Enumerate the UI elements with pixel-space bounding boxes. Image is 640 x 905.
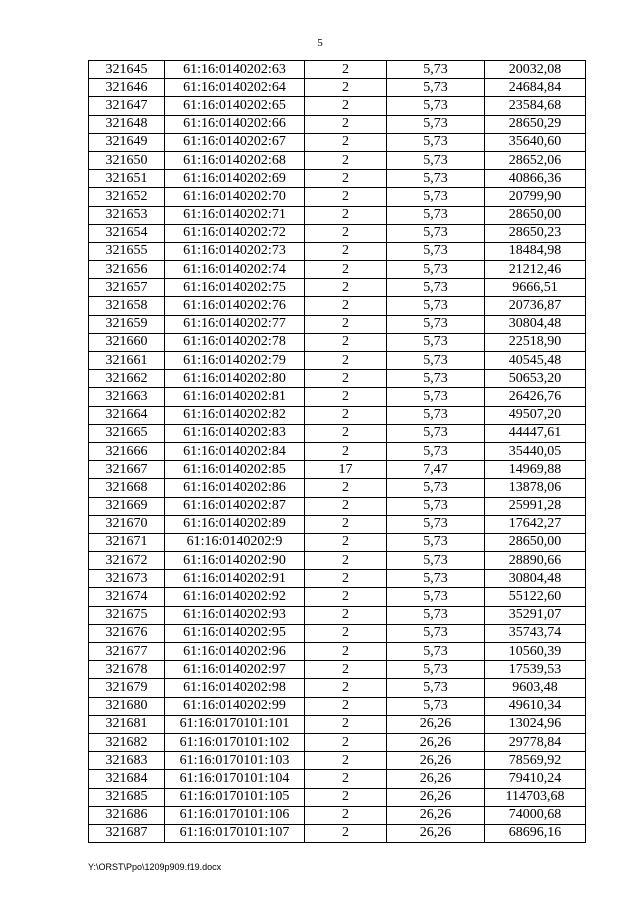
code-cell: 2 xyxy=(305,643,387,661)
code-cell: 2 xyxy=(305,370,387,388)
value-cell: 50653,20 xyxy=(485,370,586,388)
code-cell: 2 xyxy=(305,552,387,570)
code-cell: 2 xyxy=(305,151,387,169)
rate-cell: 5,73 xyxy=(387,79,485,97)
value-cell: 35291,07 xyxy=(485,606,586,624)
rate-cell: 5,73 xyxy=(387,61,485,79)
record-number-cell: 321654 xyxy=(89,224,165,242)
cadastral-number-cell: 61:16:0140202:71 xyxy=(165,206,305,224)
rate-cell: 5,73 xyxy=(387,279,485,297)
value-cell: 30804,48 xyxy=(485,570,586,588)
record-number-cell: 321656 xyxy=(89,261,165,279)
record-number-cell: 321680 xyxy=(89,697,165,715)
table-row xyxy=(89,788,586,806)
rate-cell: 5,73 xyxy=(387,242,485,260)
value-cell: 20032,08 xyxy=(485,61,586,79)
cadastral-number-cell: 61:16:0140202:86 xyxy=(165,479,305,497)
table-row xyxy=(89,570,586,588)
rate-cell: 5,73 xyxy=(387,624,485,642)
code-cell: 2 xyxy=(305,697,387,715)
value-cell: 18484,98 xyxy=(485,242,586,260)
table-row xyxy=(89,224,586,242)
footer-file-path: Y:\ORST\Ppo\1209p909.f19.docx xyxy=(88,862,222,872)
value-cell: 68696,16 xyxy=(485,824,586,842)
cadastral-number-cell: 61:16:0140202:83 xyxy=(165,424,305,442)
table-row xyxy=(89,715,586,733)
cadastral-number-cell: 61:16:0170101:102 xyxy=(165,733,305,751)
rate-cell: 5,73 xyxy=(387,115,485,133)
record-number-cell: 321664 xyxy=(89,406,165,424)
record-number-cell: 321665 xyxy=(89,424,165,442)
rate-cell: 5,73 xyxy=(387,315,485,333)
table-row xyxy=(89,479,586,497)
table-row xyxy=(89,279,586,297)
cadastral-number-cell: 61:16:0140202:97 xyxy=(165,661,305,679)
cadastral-number-cell: 61:16:0140202:91 xyxy=(165,570,305,588)
rate-cell: 5,73 xyxy=(387,424,485,442)
table-row xyxy=(89,697,586,715)
table-row xyxy=(89,806,586,824)
record-number-cell: 321667 xyxy=(89,461,165,479)
cadastral-number-cell: 61:16:0140202:89 xyxy=(165,515,305,533)
rate-cell: 5,73 xyxy=(387,661,485,679)
rate-cell: 5,73 xyxy=(387,697,485,715)
rate-cell: 5,73 xyxy=(387,352,485,370)
cadastral-number-cell: 61:16:0140202:79 xyxy=(165,352,305,370)
value-cell: 25991,28 xyxy=(485,497,586,515)
rate-cell: 26,26 xyxy=(387,715,485,733)
record-number-cell: 321668 xyxy=(89,479,165,497)
code-cell: 2 xyxy=(305,261,387,279)
value-cell: 22518,90 xyxy=(485,333,586,351)
cadastral-number-cell: 61:16:0140202:98 xyxy=(165,679,305,697)
value-cell: 35743,74 xyxy=(485,624,586,642)
value-cell: 17539,53 xyxy=(485,661,586,679)
table-body xyxy=(89,61,586,843)
table-row xyxy=(89,115,586,133)
rate-cell: 5,73 xyxy=(387,606,485,624)
rate-cell: 5,73 xyxy=(387,406,485,424)
code-cell: 2 xyxy=(305,315,387,333)
record-number-cell: 321659 xyxy=(89,315,165,333)
cadastral-number-cell: 61:16:0170101:107 xyxy=(165,824,305,842)
value-cell: 28650,00 xyxy=(485,206,586,224)
cadastral-number-cell: 61:16:0140202:96 xyxy=(165,643,305,661)
table-row xyxy=(89,206,586,224)
value-cell: 40545,48 xyxy=(485,352,586,370)
value-cell: 24684,84 xyxy=(485,79,586,97)
value-cell: 49610,34 xyxy=(485,697,586,715)
code-cell: 2 xyxy=(305,61,387,79)
table-row xyxy=(89,170,586,188)
record-number-cell: 321679 xyxy=(89,679,165,697)
table-row xyxy=(89,133,586,151)
value-cell: 28890,66 xyxy=(485,552,586,570)
value-cell: 35440,05 xyxy=(485,442,586,460)
rate-cell: 5,73 xyxy=(387,151,485,169)
cadastral-number-cell: 61:16:0170101:101 xyxy=(165,715,305,733)
cadastral-number-cell: 61:16:0140202:93 xyxy=(165,606,305,624)
value-cell: 40866,36 xyxy=(485,170,586,188)
cadastral-number-cell: 61:16:0140202:64 xyxy=(165,79,305,97)
value-cell: 28650,23 xyxy=(485,224,586,242)
record-number-cell: 321683 xyxy=(89,752,165,770)
table-row xyxy=(89,352,586,370)
rate-cell: 26,26 xyxy=(387,770,485,788)
cadastral-number-cell: 61:16:0140202:77 xyxy=(165,315,305,333)
code-cell: 2 xyxy=(305,497,387,515)
value-cell: 23584,68 xyxy=(485,97,586,115)
value-cell: 44447,61 xyxy=(485,424,586,442)
table-row xyxy=(89,533,586,551)
rate-cell: 5,73 xyxy=(387,388,485,406)
table-row xyxy=(89,661,586,679)
record-number-cell: 321673 xyxy=(89,570,165,588)
rate-cell: 5,73 xyxy=(387,588,485,606)
code-cell: 2 xyxy=(305,515,387,533)
value-cell: 20736,87 xyxy=(485,297,586,315)
record-number-cell: 321684 xyxy=(89,770,165,788)
value-cell: 14969,88 xyxy=(485,461,586,479)
cadastral-number-cell: 61:16:0170101:103 xyxy=(165,752,305,770)
code-cell: 2 xyxy=(305,242,387,260)
value-cell: 28652,06 xyxy=(485,151,586,169)
record-number-cell: 321670 xyxy=(89,515,165,533)
rate-cell: 5,73 xyxy=(387,333,485,351)
table-row xyxy=(89,188,586,206)
table-row xyxy=(89,515,586,533)
rate-cell: 5,73 xyxy=(387,552,485,570)
record-number-cell: 321652 xyxy=(89,188,165,206)
cadastral-number-cell: 61:16:0140202:80 xyxy=(165,370,305,388)
value-cell: 29778,84 xyxy=(485,733,586,751)
table-row xyxy=(89,61,586,79)
record-number-cell: 321685 xyxy=(89,788,165,806)
table-row xyxy=(89,461,586,479)
table-row xyxy=(89,643,586,661)
rate-cell: 5,73 xyxy=(387,370,485,388)
code-cell: 2 xyxy=(305,733,387,751)
cadastral-number-cell: 61:16:0140202:72 xyxy=(165,224,305,242)
code-cell: 2 xyxy=(305,224,387,242)
rate-cell: 5,73 xyxy=(387,570,485,588)
code-cell: 2 xyxy=(305,133,387,151)
table-row xyxy=(89,424,586,442)
value-cell: 55122,60 xyxy=(485,588,586,606)
record-number-cell: 321676 xyxy=(89,624,165,642)
cadastral-number-cell: 61:16:0140202:9 xyxy=(165,533,305,551)
table-row xyxy=(89,79,586,97)
value-cell: 26426,76 xyxy=(485,388,586,406)
record-number-cell: 321661 xyxy=(89,352,165,370)
table-row xyxy=(89,242,586,260)
cadastral-number-cell: 61:16:0140202:70 xyxy=(165,188,305,206)
code-cell: 2 xyxy=(305,806,387,824)
rate-cell: 5,73 xyxy=(387,515,485,533)
record-number-cell: 321674 xyxy=(89,588,165,606)
table-row xyxy=(89,606,586,624)
page-number: 5 xyxy=(317,37,323,49)
table-row xyxy=(89,770,586,788)
record-number-cell: 321653 xyxy=(89,206,165,224)
value-cell: 17642,27 xyxy=(485,515,586,533)
rate-cell: 5,73 xyxy=(387,533,485,551)
cadastral-number-cell: 61:16:0140202:90 xyxy=(165,552,305,570)
rate-cell: 5,73 xyxy=(387,442,485,460)
code-cell: 2 xyxy=(305,752,387,770)
table-row xyxy=(89,151,586,169)
record-number-cell: 321675 xyxy=(89,606,165,624)
value-cell: 79410,24 xyxy=(485,770,586,788)
table-row xyxy=(89,733,586,751)
table-row xyxy=(89,442,586,460)
record-number-cell: 321666 xyxy=(89,442,165,460)
code-cell: 2 xyxy=(305,624,387,642)
code-cell: 2 xyxy=(305,442,387,460)
record-number-cell: 321682 xyxy=(89,733,165,751)
value-cell: 10560,39 xyxy=(485,643,586,661)
table-row xyxy=(89,824,586,842)
rate-cell: 5,73 xyxy=(387,643,485,661)
rate-cell: 26,26 xyxy=(387,788,485,806)
value-cell: 78569,92 xyxy=(485,752,586,770)
cadastral-number-cell: 61:16:0170101:104 xyxy=(165,770,305,788)
table-row xyxy=(89,588,586,606)
cadastral-number-cell: 61:16:0140202:95 xyxy=(165,624,305,642)
table-row xyxy=(89,752,586,770)
code-cell: 2 xyxy=(305,824,387,842)
cadastral-number-cell: 61:16:0140202:73 xyxy=(165,242,305,260)
rate-cell: 5,73 xyxy=(387,479,485,497)
code-cell: 2 xyxy=(305,279,387,297)
rate-cell: 5,73 xyxy=(387,261,485,279)
table-row xyxy=(89,406,586,424)
record-number-cell: 321650 xyxy=(89,151,165,169)
value-cell: 21212,46 xyxy=(485,261,586,279)
data-table xyxy=(88,60,586,843)
cadastral-number-cell: 61:16:0140202:92 xyxy=(165,588,305,606)
code-cell: 2 xyxy=(305,115,387,133)
value-cell: 49507,20 xyxy=(485,406,586,424)
value-cell: 28650,29 xyxy=(485,115,586,133)
table-row xyxy=(89,624,586,642)
table-row xyxy=(89,333,586,351)
cadastral-number-cell: 61:16:0140202:99 xyxy=(165,697,305,715)
code-cell: 2 xyxy=(305,588,387,606)
table-row xyxy=(89,370,586,388)
rate-cell: 5,73 xyxy=(387,206,485,224)
cadastral-number-cell: 61:16:0140202:78 xyxy=(165,333,305,351)
record-number-cell: 321658 xyxy=(89,297,165,315)
rate-cell: 26,26 xyxy=(387,733,485,751)
code-cell: 17 xyxy=(305,461,387,479)
rate-cell: 5,73 xyxy=(387,497,485,515)
code-cell: 2 xyxy=(305,352,387,370)
code-cell: 2 xyxy=(305,170,387,188)
rate-cell: 5,73 xyxy=(387,297,485,315)
value-cell: 9666,51 xyxy=(485,279,586,297)
cadastral-number-cell: 61:16:0140202:84 xyxy=(165,442,305,460)
record-number-cell: 321672 xyxy=(89,552,165,570)
record-number-cell: 321671 xyxy=(89,533,165,551)
rate-cell: 5,73 xyxy=(387,170,485,188)
value-cell: 30804,48 xyxy=(485,315,586,333)
code-cell: 2 xyxy=(305,188,387,206)
rate-cell: 5,73 xyxy=(387,679,485,697)
cadastral-number-cell: 61:16:0170101:106 xyxy=(165,806,305,824)
value-cell: 20799,90 xyxy=(485,188,586,206)
cadastral-number-cell: 61:16:0140202:66 xyxy=(165,115,305,133)
record-number-cell: 321645 xyxy=(89,61,165,79)
code-cell: 2 xyxy=(305,206,387,224)
rate-cell: 5,73 xyxy=(387,133,485,151)
record-number-cell: 321651 xyxy=(89,170,165,188)
record-number-cell: 321677 xyxy=(89,643,165,661)
value-cell: 13878,06 xyxy=(485,479,586,497)
rate-cell: 5,73 xyxy=(387,224,485,242)
rate-cell: 26,26 xyxy=(387,806,485,824)
cadastral-number-cell: 61:16:0140202:69 xyxy=(165,170,305,188)
cadastral-number-cell: 61:16:0140202:85 xyxy=(165,461,305,479)
code-cell: 2 xyxy=(305,770,387,788)
cadastral-number-cell: 61:16:0140202:76 xyxy=(165,297,305,315)
code-cell: 2 xyxy=(305,679,387,697)
cadastral-number-cell: 61:16:0140202:82 xyxy=(165,406,305,424)
cadastral-number-cell: 61:16:0140202:67 xyxy=(165,133,305,151)
value-cell: 13024,96 xyxy=(485,715,586,733)
rate-cell: 5,73 xyxy=(387,97,485,115)
code-cell: 2 xyxy=(305,424,387,442)
record-number-cell: 321660 xyxy=(89,333,165,351)
record-number-cell: 321647 xyxy=(89,97,165,115)
record-number-cell: 321655 xyxy=(89,242,165,260)
record-number-cell: 321646 xyxy=(89,79,165,97)
table-row xyxy=(89,552,586,570)
code-cell: 2 xyxy=(305,606,387,624)
code-cell: 2 xyxy=(305,297,387,315)
record-number-cell: 321687 xyxy=(89,824,165,842)
code-cell: 2 xyxy=(305,97,387,115)
rate-cell: 7,47 xyxy=(387,461,485,479)
record-number-cell: 321648 xyxy=(89,115,165,133)
cadastral-number-cell: 61:16:0140202:87 xyxy=(165,497,305,515)
cadastral-number-cell: 61:16:0140202:81 xyxy=(165,388,305,406)
code-cell: 2 xyxy=(305,715,387,733)
cadastral-number-cell: 61:16:0140202:65 xyxy=(165,97,305,115)
code-cell: 2 xyxy=(305,406,387,424)
code-cell: 2 xyxy=(305,661,387,679)
table-row xyxy=(89,297,586,315)
code-cell: 2 xyxy=(305,479,387,497)
record-number-cell: 321678 xyxy=(89,661,165,679)
code-cell: 2 xyxy=(305,333,387,351)
value-cell: 114703,68 xyxy=(485,788,586,806)
code-cell: 2 xyxy=(305,788,387,806)
record-number-cell: 321649 xyxy=(89,133,165,151)
table-row xyxy=(89,315,586,333)
code-cell: 2 xyxy=(305,79,387,97)
cadastral-number-cell: 61:16:0140202:63 xyxy=(165,61,305,79)
record-number-cell: 321657 xyxy=(89,279,165,297)
cadastral-number-cell: 61:16:0140202:68 xyxy=(165,151,305,169)
code-cell: 2 xyxy=(305,388,387,406)
table-row xyxy=(89,679,586,697)
value-cell: 35640,60 xyxy=(485,133,586,151)
value-cell: 74000,68 xyxy=(485,806,586,824)
record-number-cell: 321663 xyxy=(89,388,165,406)
table-row xyxy=(89,97,586,115)
table-row xyxy=(89,261,586,279)
rate-cell: 5,73 xyxy=(387,188,485,206)
cadastral-number-cell: 61:16:0140202:74 xyxy=(165,261,305,279)
rate-cell: 26,26 xyxy=(387,824,485,842)
table-row xyxy=(89,497,586,515)
value-cell: 28650,00 xyxy=(485,533,586,551)
cadastral-number-cell: 61:16:0140202:75 xyxy=(165,279,305,297)
table-row xyxy=(89,388,586,406)
rate-cell: 26,26 xyxy=(387,752,485,770)
value-cell: 9603,48 xyxy=(485,679,586,697)
record-number-cell: 321686 xyxy=(89,806,165,824)
code-cell: 2 xyxy=(305,533,387,551)
code-cell: 2 xyxy=(305,570,387,588)
record-number-cell: 321662 xyxy=(89,370,165,388)
record-number-cell: 321681 xyxy=(89,715,165,733)
record-number-cell: 321669 xyxy=(89,497,165,515)
cadastral-number-cell: 61:16:0170101:105 xyxy=(165,788,305,806)
